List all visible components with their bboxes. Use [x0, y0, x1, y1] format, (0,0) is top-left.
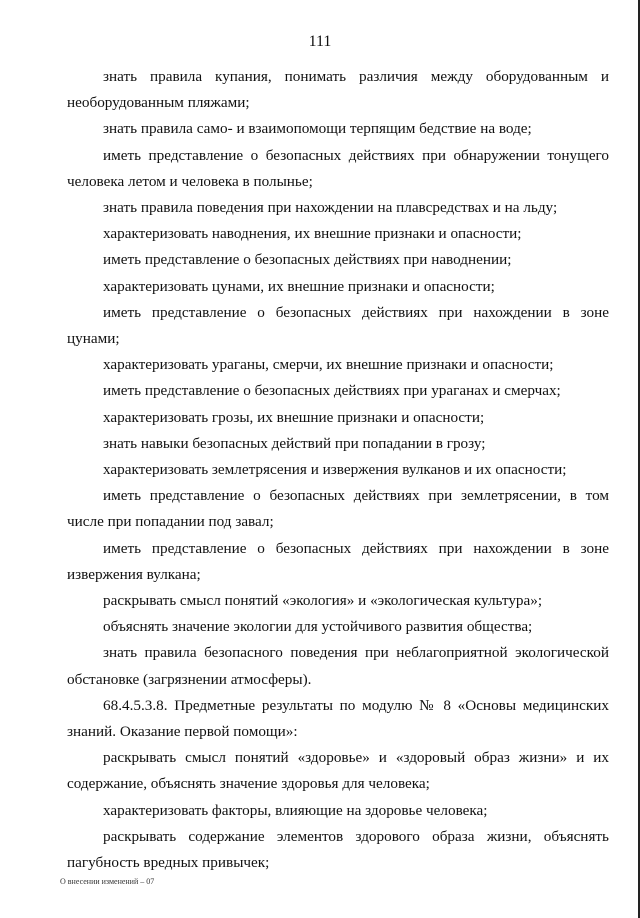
paragraph: раскрывать содержание элементов здорового образа жизни, объяснять пагубность вредных привычек;: [67, 827, 609, 872]
paragraph: объяснять значение экологии для устойчивого развития общества;: [103, 618, 533, 636]
paragraph: иметь представление о безопасных действиях при ураганах и смерчах;: [103, 382, 561, 400]
footer-note: О внесении изменений – 07: [60, 877, 155, 886]
paragraph: иметь представление о безопасных действиях при наводнении;: [103, 251, 512, 269]
paragraph: характеризовать факторы, влияющие на здоровье человека;: [103, 801, 488, 819]
page-number: 111: [308, 33, 332, 50]
paragraph: раскрывать смысл понятий «здоровье» и «здоровый образ жизни» и их содержание, объяснять значение здоровья для человека;: [67, 749, 609, 793]
paragraph: характеризовать грозы, их внешние признаки и опасности;: [103, 408, 485, 426]
paragraph: характеризовать ураганы, смерчи, их внешние признаки и опасности;: [103, 356, 554, 374]
section-heading: 68.4.5.3.8. Предметные результаты по модулю № 8 «Основы медицинских знаний. Оказание первой помощи»:: [67, 696, 609, 741]
paragraph: знать правила безопасного поведения при неблагоприятной экологической обстановке (загрязнении атмосферы).: [67, 644, 609, 688]
paragraph: знать навыки безопасных действий при попадании в грозу;: [103, 434, 486, 452]
paragraph: иметь представление о безопасных действиях при нахождении в зоне извержения вулкана;: [67, 539, 609, 583]
paragraph: характеризовать цунами, их внешние признаки и опасности;: [103, 277, 495, 295]
paragraph: характеризовать наводнения, их внешние признаки и опасности;: [103, 225, 522, 243]
paragraph: иметь представление о безопасных действиях при обнаружении тонущего человека летом и человека в полынье;: [67, 146, 609, 190]
paragraph: знать правила купания, понимать различия между оборудованным и необорудованным пляжами;: [67, 68, 609, 112]
paragraph: иметь представление о безопасных действиях при землетрясении, в том числе при попадании под завал;: [67, 487, 609, 531]
paragraph: знать правила само- и взаимопомощи терпящим бедствие на воде;: [103, 120, 532, 138]
paragraph: иметь представление о безопасных действиях при нахождении в зоне цунами;: [67, 303, 609, 348]
paragraph: раскрывать смысл понятий «экология» и «экологическая культура»;: [103, 592, 543, 610]
paragraph: знать правила поведения при нахождении на плавсредствах и на льду;: [103, 199, 558, 217]
paragraph: характеризовать землетрясения и извержения вулканов и их опасности;: [103, 461, 567, 479]
document-body: [67, 64, 609, 876]
